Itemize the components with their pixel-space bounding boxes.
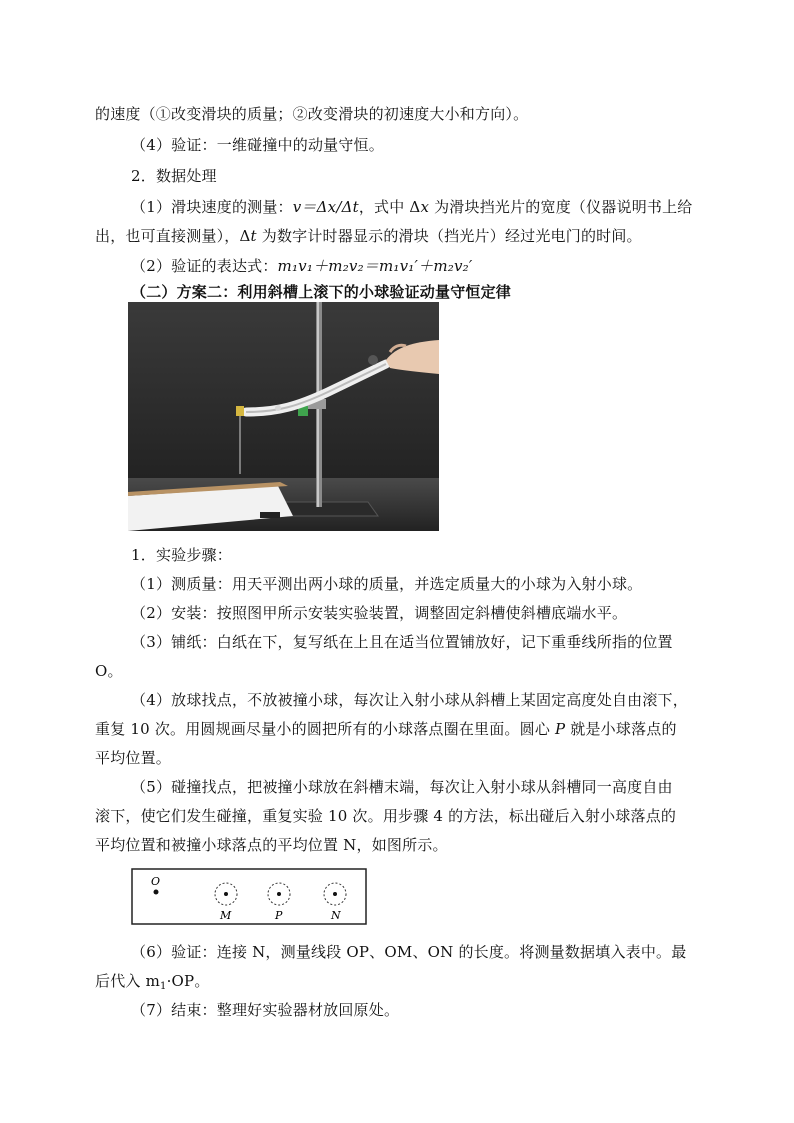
step-line: （1）测质量：用天平测出两小球的质量，并选定质量大的小球为入射小球。 — [131, 575, 643, 593]
label-n: N — [331, 909, 341, 922]
landing-points-svg — [131, 868, 367, 925]
landing-points-diagram — [131, 868, 367, 925]
point-o — [154, 890, 159, 895]
section-heading: 1．实验步骤： — [131, 546, 232, 564]
label-m: M — [220, 909, 232, 922]
text-line: （2）验证的表达式：m₁v₁＋m₂v₂＝m₁v₁′＋m₂v₂′ — [131, 257, 473, 275]
step-line: （6）验证：连接 N，测量线段 OP、OM、ON 的长度。将测量数据填入表中。最 — [131, 943, 687, 961]
text-line: 的速度（①改变滑块的质量；②改变滑块的初速度大小和方向）。 — [95, 105, 529, 123]
step-line: 重复 10 次。用圆规画尽量小的圆把所有的小球落点圈在里面。圆心 P 就是小球落点的 — [95, 720, 677, 738]
apparatus-photo — [128, 302, 439, 531]
momentum-formula: m₁v₁＋m₂v₂＝m₁v₁′＋m₂v₂′ — [277, 257, 473, 275]
label-p: P — [275, 909, 283, 922]
step-line: （4）放球找点，不放被撞小球，每次让入射小球从斜槽上某固定高度处自由滚下， — [131, 691, 688, 709]
section-title: （二）方案二：利用斜槽上滚下的小球验证动量守恒定律 — [131, 283, 512, 301]
point-p — [277, 892, 281, 896]
point-m — [224, 892, 228, 896]
step-line: （5）碰撞找点，把被撞小球放在斜槽末端，每次让入射小球从斜槽同一高度自由 — [131, 778, 673, 796]
apparatus-illustration — [128, 302, 439, 531]
step-line: 滚下，使它们发生碰撞，重复实验 10 次。用步骤 4 的方法，标出碰后入射小球落点的 — [95, 807, 677, 825]
step-line: 平均位置和被撞小球落点的平均位置 N，如图所示。 — [95, 836, 448, 854]
text-line: （1）滑块速度的测量：v＝Δx/Δt，式中 Δx 为滑块挡光片的宽度（仪器说明书上给 — [131, 198, 693, 216]
step-line: （2）安装：按照图甲所示安装实验装置，调整固定斜槽使斜槽底端水平。 — [131, 604, 628, 622]
text-line: （4）验证：一维碰撞中的动量守恒。 — [131, 136, 384, 154]
velocity-formula: v＝Δx/Δt — [292, 198, 359, 216]
step-line: （7）结束：整理好实验器材放回原处。 — [131, 1001, 400, 1019]
text-line: 出，也可直接测量），Δt 为数字计时器显示的滑块（挡光片）经过光电门的时间。 — [95, 227, 642, 245]
point-n — [333, 892, 337, 896]
step-line: O。 — [95, 662, 123, 680]
step-line: 平均位置。 — [95, 749, 172, 767]
section-heading: 2．数据处理 — [131, 167, 217, 185]
step-line: （3）铺纸：白纸在下，复写纸在上且在适当位置铺放好，记下重垂线所指的位置 — [131, 633, 673, 651]
label-o: O — [151, 875, 161, 888]
step-line: 后代入 $m_1\cdot OP$。 — [95, 972, 210, 992]
